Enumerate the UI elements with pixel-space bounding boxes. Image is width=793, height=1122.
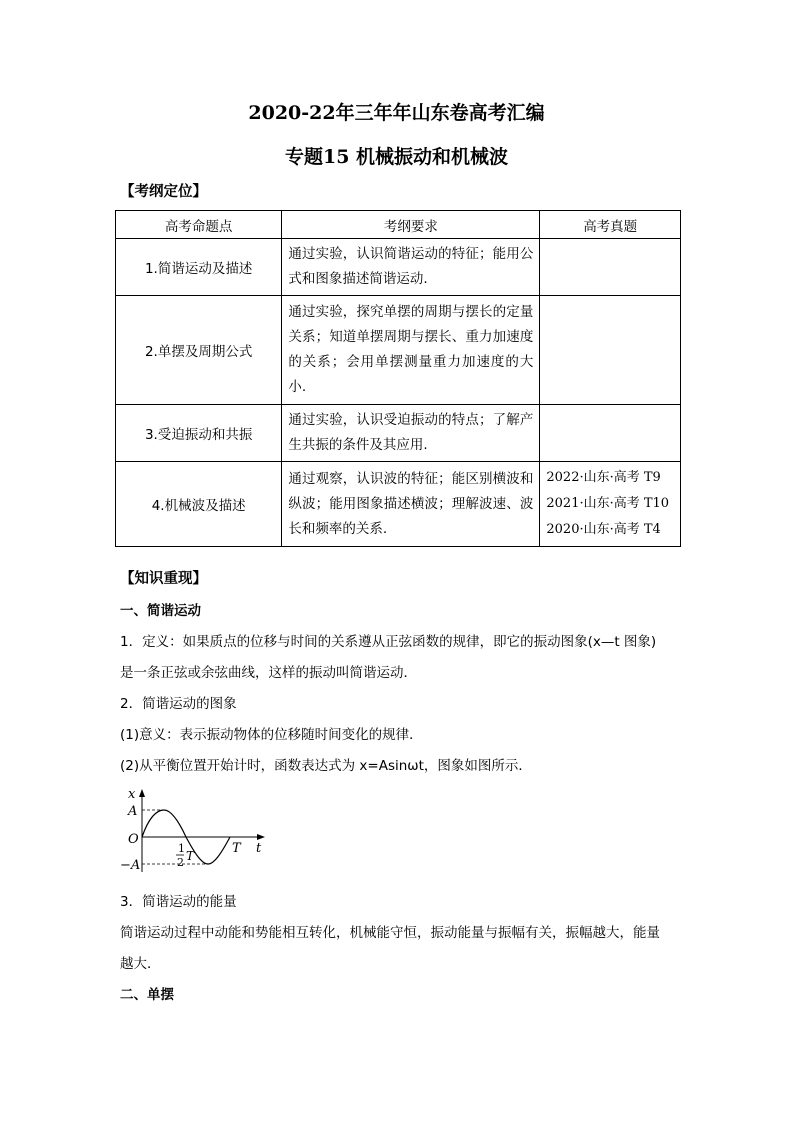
table-cell-point: 3.受迫振动和共振: [116, 405, 282, 462]
negative-amplitude-label: −A: [120, 858, 141, 873]
t-axis-label: t: [256, 841, 262, 856]
part1-title: 一、简谐运动: [120, 603, 201, 619]
table-cell-papers: [540, 296, 681, 405]
table-cell-papers: [540, 405, 681, 462]
x-axis-label: x: [128, 787, 136, 802]
graph-meaning: (1)意义：表示振动物体的位移随时间变化的规律．: [120, 727, 423, 743]
period-label: T: [232, 841, 241, 856]
energy-line: 越大．: [120, 956, 161, 972]
energy-section: [120, 887, 680, 1011]
table-row: [116, 296, 681, 405]
graph-title: 2．简谐运动的图象: [120, 696, 237, 712]
knowledge-body: [120, 596, 680, 782]
table-cell-point: 1.简谐运动及描述: [116, 239, 282, 296]
table-cell-papers: [540, 239, 681, 296]
table-row: [116, 239, 681, 296]
document-subtitle: 专题15 机械振动和机械波: [284, 146, 509, 168]
table-cell-point: 4.机械波及描述: [116, 462, 282, 547]
column-header: 高考真题: [540, 211, 681, 239]
table-cell-requirement: 通过实验，认识简谐运动的特征；能用公式和图象描述简谐运动.: [288, 246, 534, 287]
definition-line: 是一条正弦或余弦曲线，这样的振动叫简谐运动．: [120, 665, 417, 681]
paper-reference: 2022·山东·高考 T9: [546, 470, 661, 485]
sine-graph-figure: [120, 786, 280, 878]
t-axis-arrow: [257, 834, 265, 840]
half-period-T: T: [186, 849, 195, 863]
paper-reference: 2020·山东·高考 T4: [546, 522, 661, 537]
table-cell-requirement: 通过观察，认识波的特征；能区别横波和纵波；能用图象描述横波；理解波速、波长和频率的关系.: [288, 470, 534, 537]
knowledge-heading: 【知识重现】: [120, 571, 207, 587]
origin-label: O: [128, 832, 139, 847]
amplitude-label: A: [128, 804, 138, 819]
table-cell-requirement: 通过实验，认识受迫振动的特点；了解产生共振的条件及其应用.: [288, 412, 534, 453]
table-header-row: [116, 211, 681, 239]
table-cell-papers: [540, 462, 680, 546]
half-period-numerator: 1: [178, 842, 185, 855]
x-axis-arrow: [139, 789, 145, 797]
column-header: 考纲要求: [282, 211, 540, 239]
syllabus-heading: 【考纲定位】: [120, 184, 207, 200]
part2-title: 二、单摆: [120, 987, 174, 1003]
column-header: 高考命题点: [116, 211, 282, 239]
half-period-denominator: 2: [177, 856, 184, 869]
graph-formula: (2)从平衡位置开始计时，函数表达式为 x=Asinωt，图象如图所示．: [120, 758, 532, 774]
paper-reference: 2021·山东·高考 T10: [546, 496, 670, 511]
energy-line: 简谐运动过程中动能和势能相互转化，机械能守恒，振动能量与振幅有关，振幅越大，能量: [120, 925, 660, 941]
table-cell-requirement: 通过实验，探究单摆的周期与摆长的定量关系；知道单摆周期与摆长、重力加速度的关系；会用单摆测量重力加速度的大小.: [288, 304, 534, 395]
table-row: [116, 405, 681, 462]
table-cell-point: 2.单摆及周期公式: [116, 296, 282, 405]
syllabus-table: [115, 210, 681, 547]
document-title: 2020-22年三年年山东卷高考汇编: [248, 102, 545, 124]
definition-line: 1．定义：如果质点的位移与时间的关系遵从正弦函数的规律，即它的振动图象(x—t 图象): [120, 634, 657, 650]
energy-title: 3．简谐运动的能量: [120, 894, 237, 910]
table-row: [116, 462, 681, 547]
